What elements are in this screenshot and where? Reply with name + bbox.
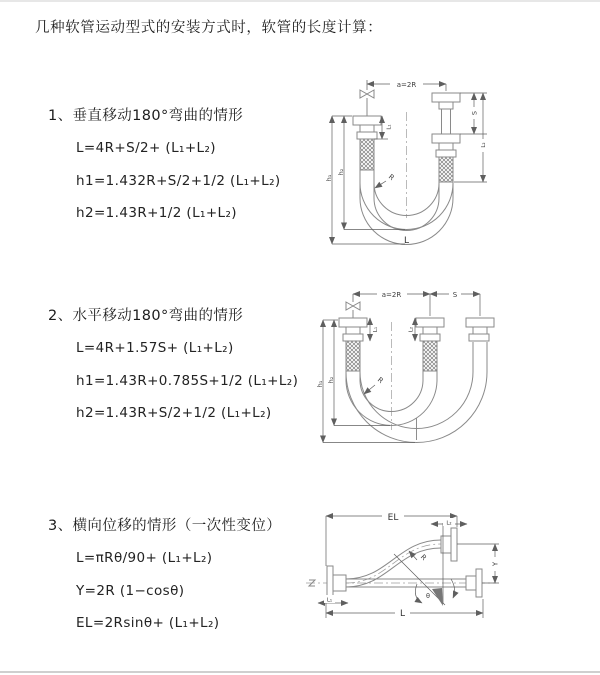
angle-construction bbox=[394, 520, 455, 606]
section-horizontal-180 bbox=[36, 304, 311, 430]
section-vertical-180 bbox=[36, 104, 311, 230]
dim-el bbox=[326, 516, 457, 566]
dim-label-l2: L₂ bbox=[446, 520, 452, 527]
dim-label-h1: h₁ bbox=[316, 380, 324, 388]
left-fitting bbox=[339, 318, 367, 371]
dim-label-s: S bbox=[452, 291, 458, 299]
dim-label-l2: L₂ bbox=[481, 142, 487, 148]
radius-label: R bbox=[386, 172, 396, 183]
angle-label: θ bbox=[426, 592, 430, 600]
formula: h1=1.432R+S/2+1/2 (L₁+L₂) bbox=[76, 172, 281, 189]
valve-icon bbox=[360, 80, 374, 116]
formula-list bbox=[36, 132, 311, 230]
section-heading: 3、横向位移的情形（一次性变位） bbox=[48, 518, 282, 534]
valve-icon bbox=[346, 294, 360, 318]
dim-label-l1: L₁ bbox=[326, 597, 333, 604]
scan-edge-bottom bbox=[0, 671, 600, 673]
formula: L=πRθ/90+ (L₁+L₂) bbox=[76, 550, 213, 566]
formula: L=4R+S/2+ (L₁+L₂) bbox=[76, 140, 216, 156]
dim-label-y: Y bbox=[491, 561, 500, 567]
left-flange bbox=[327, 566, 346, 600]
dim-label-l2: L₂ bbox=[408, 326, 415, 333]
radius-label: R bbox=[375, 375, 385, 386]
dim-label-a2r: a=2R bbox=[381, 291, 402, 299]
upper-right-flange bbox=[441, 528, 457, 561]
section-heading: 1、垂直移动180°弯曲的情形 bbox=[48, 108, 244, 124]
page-title: 几种软管运动型式的安装方式时，软管的长度计算： bbox=[35, 20, 383, 36]
radius-leader bbox=[364, 385, 375, 394]
dim-label-l1: L₁ bbox=[373, 326, 379, 333]
diagram-horizontal-180 bbox=[298, 280, 600, 450]
dim-label-a2r: a=2R bbox=[396, 81, 417, 89]
length-label: L bbox=[403, 236, 410, 246]
formula: L=4R+1.57S+ (L₁+L₂) bbox=[76, 340, 234, 356]
section-lateral-displacement bbox=[36, 514, 311, 640]
diagram-vertical-180 bbox=[302, 66, 594, 258]
middle-fitting bbox=[416, 318, 444, 371]
formula: h1=1.43R+0.785S+1/2 (L₁+L₂) bbox=[76, 372, 299, 389]
right-fitting bbox=[432, 93, 460, 182]
formula: EL=2Rsinθ+ (L₁+L₂) bbox=[76, 615, 220, 631]
lower-right-flange bbox=[466, 569, 482, 597]
dim-label-h2: h₂ bbox=[327, 376, 335, 384]
formula: Y=2R (1−cosθ) bbox=[76, 582, 185, 599]
dim-label-s: S bbox=[470, 110, 479, 116]
u-centerline bbox=[392, 322, 417, 440]
dim-label-h1: h₁ bbox=[325, 174, 333, 182]
dim-label-l: L bbox=[399, 609, 406, 619]
dim-label-l1: L₁ bbox=[386, 124, 393, 130]
radius-leader bbox=[375, 181, 386, 188]
formula: h2=1.43R+S/2+1/2 (L₁+L₂) bbox=[76, 405, 272, 421]
formula: h2=1.43R+1/2 (L₁+L₂) bbox=[76, 205, 237, 221]
formula-list bbox=[36, 542, 311, 640]
dim-label-h2: h₂ bbox=[337, 168, 345, 176]
diagram-lateral-displacement bbox=[298, 496, 600, 654]
scan-edge-top bbox=[0, 0, 600, 2]
dim-label-el: EL bbox=[387, 513, 399, 523]
section-heading: 2、水平移动180°弯曲的情形 bbox=[48, 308, 244, 324]
radius-label: R bbox=[418, 553, 428, 563]
right-fitting bbox=[466, 318, 494, 341]
formula-list bbox=[36, 332, 311, 430]
left-fitting bbox=[353, 116, 381, 170]
